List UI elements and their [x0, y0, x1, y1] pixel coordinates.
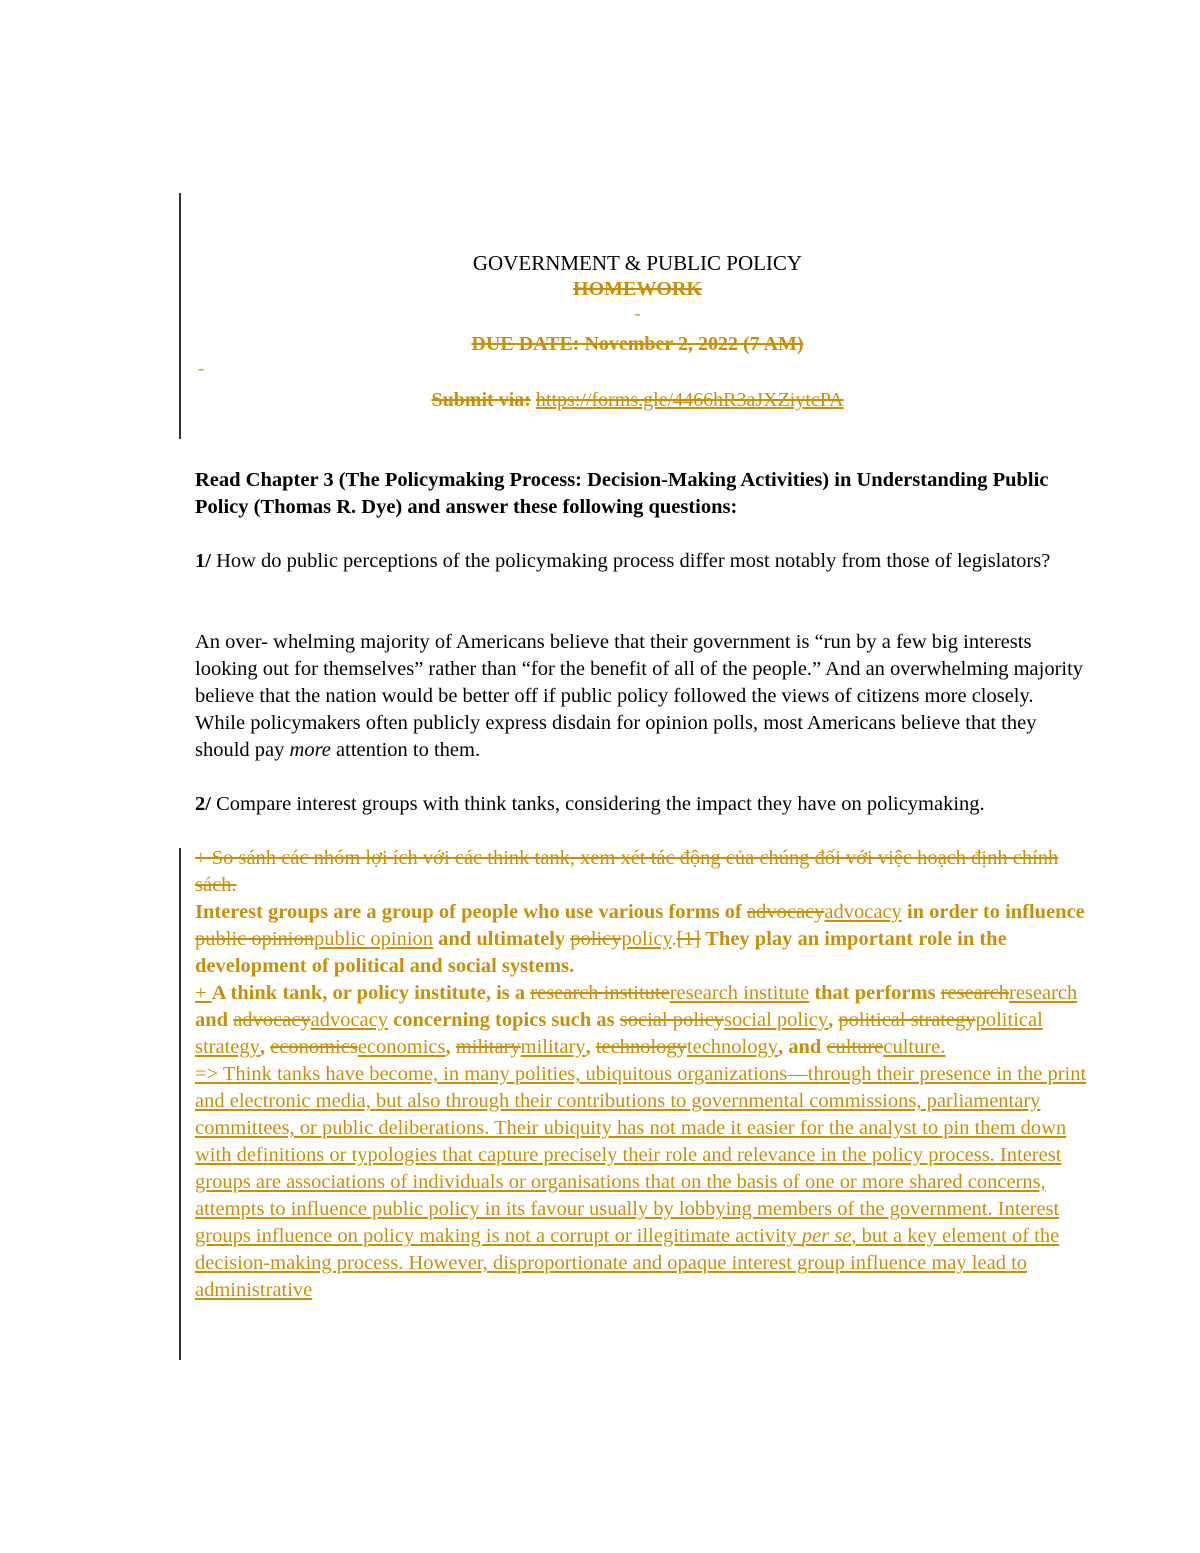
answer-text: , [828, 1009, 839, 1031]
inserted-link[interactable]: advocacy [824, 901, 902, 923]
inserted-link[interactable]: military [520, 1036, 586, 1058]
question-number: 1/ [195, 550, 211, 572]
inserted-link[interactable]: technology [686, 1036, 778, 1058]
deleted-link: political strategy [838, 1009, 976, 1031]
answer-text: => Think tanks have become, in many polities, ubiquitous organizations—through their presence in the print and electronic media, but also through their contributions to governmental commissions, parliamentary committees, or public deliberations. Their ubiquity has not made it easier for the analyst to pin them down with definitions or typologies that capture precisely their role and relevance in the policy process. Interest groups are associations of individuals or organisations that on the basis of one or more shared concerns, attempts to influence public policy in its favour usually by lobbying members of the government. Interest groups influence on policy making is not a corrupt or illegitimate activity [195, 1063, 1087, 1247]
answer-text: , [259, 1036, 271, 1058]
deleted-link: social policy [619, 1009, 724, 1031]
deleted-link: military [455, 1036, 521, 1058]
deleted-link: economics [270, 1036, 358, 1058]
question-text: Compare interest groups with think tanks, considering the impact they have on policymaking. [210, 793, 985, 815]
inserted-link[interactable]: research institute [669, 982, 810, 1004]
inserted-link[interactable]: social policy [723, 1009, 829, 1031]
inserted-link[interactable]: public opinion [314, 928, 434, 950]
answer-text: attention to them. [330, 739, 481, 761]
answer-text: . [671, 928, 677, 950]
answer-2 [195, 845, 1090, 1304]
deleted-link: culture [826, 1036, 884, 1058]
deleted-link: policy [570, 928, 622, 950]
question-text: How do public perceptions of the policymaking process differ most notably from those of legislators? [210, 550, 1051, 572]
answer-text: in order to influence [901, 901, 1085, 923]
footnote-reference[interactable]: [1] [676, 928, 701, 950]
bullet-plus: + [195, 982, 212, 1004]
submit-line [195, 389, 1080, 412]
deleted-dash: - [198, 358, 204, 378]
emphasis-text: more [289, 739, 331, 761]
inserted-link[interactable]: research [1009, 982, 1078, 1004]
deleted-vietnamese-translation: + So sánh các nhóm lợi ích với các think tank, xem xét tác động của chúng đối với việc hoạch định chính sách. [195, 847, 1059, 896]
deleted-dash: - [634, 303, 641, 323]
answer-text: An over- whelming majority of Americans believe that their government is “run by a few big interests looking out for themselves” rather than “for the benefit of all of the people.” And an overwhelming majority believe that the nation would be better off if public policy followed the views of citizens more closely. While policymakers often publicly express disdain for opinion polls, most Americans believe that they should pay [195, 631, 1084, 761]
change-bar [179, 848, 181, 1360]
think-tank-paragraph [195, 980, 1090, 1061]
inserted-link[interactable]: advocacy [310, 1009, 388, 1031]
inserted-link[interactable]: culture. [883, 1036, 946, 1058]
inserted-link[interactable]: political strategy [195, 1009, 1043, 1058]
inserted-link[interactable]: policy [621, 928, 672, 950]
answer-text: and [195, 1009, 234, 1031]
document-title: GOVERNMENT & PUBLIC POLICY [472, 251, 803, 275]
answer-text: that performs [809, 982, 941, 1004]
answer-text: , and [778, 1036, 827, 1058]
emphasis-text: per se [801, 1225, 852, 1247]
interest-groups-paragraph [195, 899, 1090, 980]
answer-text: , [585, 1036, 596, 1058]
homework-label: HOMEWORK [573, 278, 702, 300]
due-date: DUE DATE: November 2, 2022 (7 AM) [471, 333, 804, 355]
question-1 [195, 548, 1085, 575]
answer-text: and ultimately [433, 928, 571, 950]
change-bar [179, 193, 181, 439]
answer-text: They play an important role in the development of political and social systems. [195, 928, 1007, 977]
submit-link[interactable]: https://forms.gle/4466hR3aJXZiytcPA [535, 389, 844, 411]
deleted-link: advocacy [747, 901, 825, 923]
deleted-link: research [940, 982, 1009, 1004]
answer-text: , but a key element of the decision-making process. However, disproportionate and opaque interest group influence may lead to administrative [195, 1225, 1060, 1301]
deleted-link: research institute [530, 982, 670, 1004]
submit-label: Submit via: [431, 389, 531, 411]
answer-1 [195, 629, 1085, 764]
inserted-comparison-paragraph [195, 1061, 1090, 1304]
deleted-link: advocacy [233, 1009, 311, 1031]
deleted-link: public opinion [195, 928, 315, 950]
answer-text: , [445, 1036, 456, 1058]
question-2 [195, 791, 1085, 818]
deleted-link: technology [595, 1036, 687, 1058]
instructions-heading: Read Chapter 3 (The Policymaking Process: Decision-Making Activities) in Understanding Public Policy (Thomas R. Dye) and answer these following questions: [195, 469, 1049, 518]
answer-text: Interest groups are a group of people who use various forms of [195, 901, 747, 923]
answer-text: concerning topics such as [388, 1009, 620, 1031]
answer-text: A think tank, or policy institute, is a [211, 982, 531, 1004]
inserted-link[interactable]: economics [357, 1036, 446, 1058]
question-number: 2/ [195, 793, 211, 815]
